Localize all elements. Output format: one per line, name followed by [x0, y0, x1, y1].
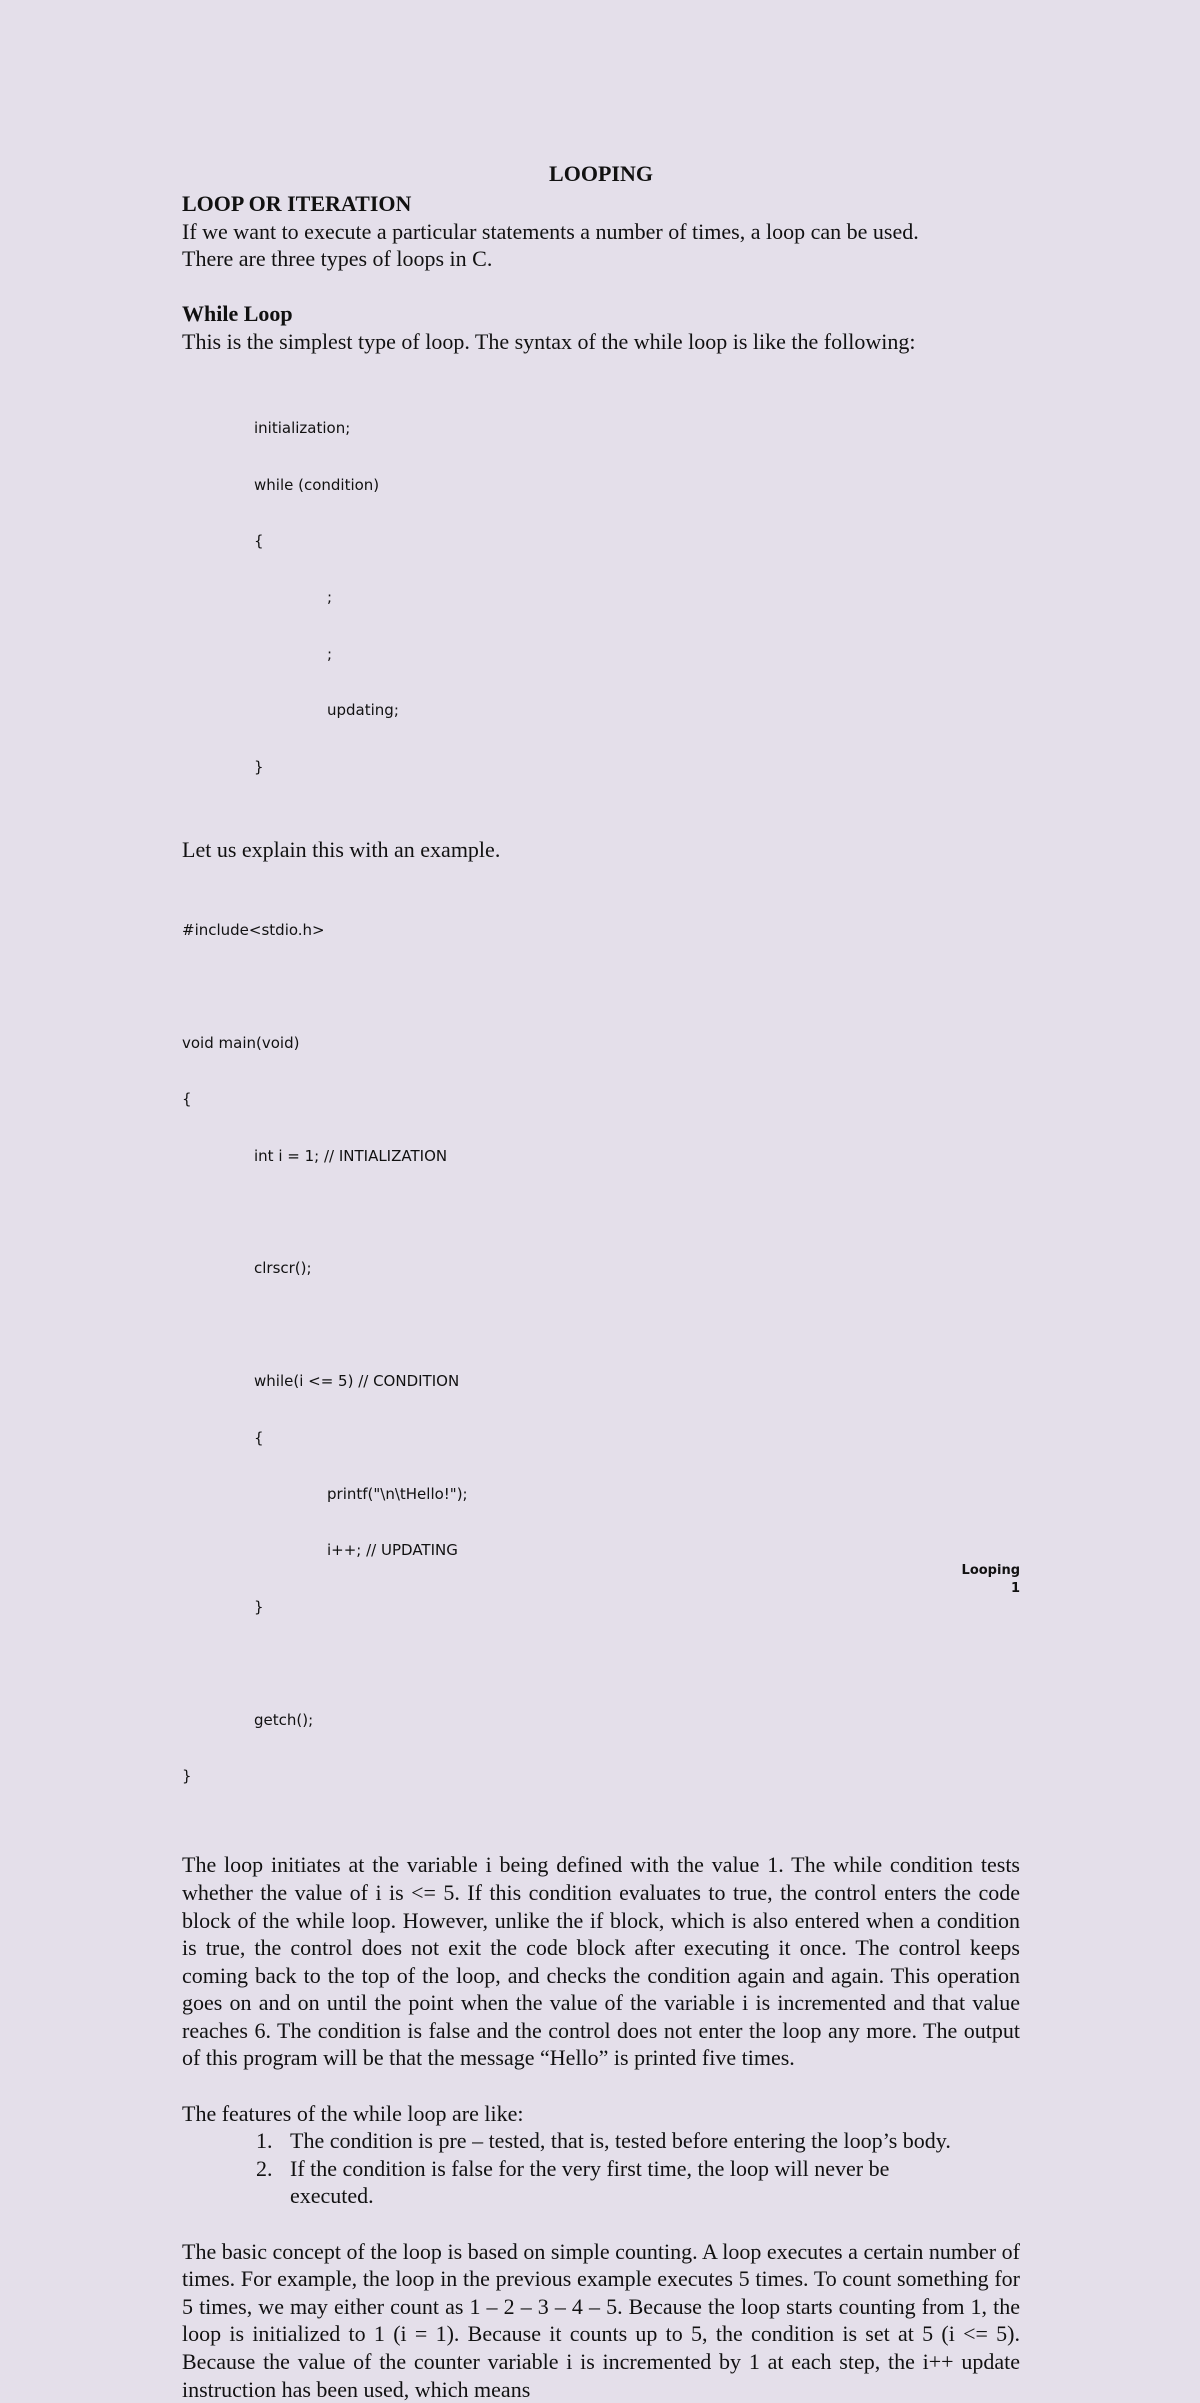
- explanation-paragraph: The loop initiates at the variable i being defined with the value 1. The while condition tests whether the value of i is <= 5. If this condition evaluates to true, the control enters the code block of the while loop. However, unlike the if block, which is also entered when a condition is true, the control does not exit the code block after executing it once. The control keeps coming back to the top of the loop, and checks the condition again and again. This operation goes on and on until the point when the value of the variable i is incremented and that value reaches 6. The condition is false and the control does not enter the loop any more. The output of this program will be that the message “Hello” is printed five times.: [182, 1852, 1020, 2071]
- code-line: [182, 1203, 1020, 1222]
- code-line: [182, 1654, 1020, 1673]
- code-line: i++; // UPDATING: [327, 1541, 458, 1560]
- code-line: {: [182, 1090, 192, 1109]
- code-line: printf("\n\tHello!");: [327, 1484, 468, 1503]
- features-list: [182, 2127, 1020, 2210]
- code-line: {: [254, 1428, 264, 1447]
- features-intro: The features of the while loop are like:: [182, 2100, 524, 2126]
- code-line: {: [254, 531, 264, 550]
- intro-line-2: There are three types of loops in C.: [182, 246, 493, 272]
- code-line: int i = 1; // INTIALIZATION: [254, 1146, 448, 1165]
- page-title: LOOPING: [549, 161, 653, 186]
- code-line: }: [254, 757, 264, 776]
- code-line: [182, 977, 1020, 996]
- code-line: initialization;: [254, 419, 351, 438]
- code-line: ;: [327, 644, 333, 663]
- page-footer: [962, 1562, 1020, 1598]
- concept-paragraph: The basic concept of the loop is based on simple counting. A loop executes a certain number of times. For example, the loop in the previous example executes 5 times. To count something for 5 times, we may either count as 1 – 2 – 3 – 4 – 5. Because the loop starts counting from 1, the loop is initialized to 1 (i = 1). Because it counts up to 5, the condition is set at 5 (i <= 5). Because the value of the counter variable i is incremented by 1 at each step, the i++ update instruction has been used, which means: [182, 2238, 1020, 2402]
- list-item: [256, 2127, 970, 2155]
- code-line: while(i <= 5) // CONDITION: [254, 1372, 460, 1391]
- list-number: 2.: [256, 2155, 273, 2181]
- while-loop-intro: This is the simplest type of loop. The syntax of the while loop is like the following:: [182, 328, 916, 354]
- code-line: }: [254, 1597, 264, 1616]
- code-line: ;: [327, 588, 333, 607]
- footer-label: Looping: [961, 1563, 1020, 1578]
- intro-line-1: If we want to execute a particular statements a number of times, a loop can be used.: [182, 218, 919, 244]
- example-intro: Let us explain this with an example.: [182, 836, 501, 862]
- syntax-code-block: [182, 382, 1020, 814]
- list-text: The condition is pre – tested, that is, tested before entering the loop’s body.: [290, 2128, 951, 2154]
- document-page: [182, 160, 1020, 2403]
- section-heading: LOOP OR ITERATION: [182, 191, 412, 216]
- code-line: [182, 1316, 1020, 1335]
- code-line: void main(void): [182, 1033, 300, 1052]
- code-line: getch();: [254, 1710, 314, 1729]
- list-number: 1.: [256, 2128, 273, 2154]
- code-line: #include<stdio.h>: [182, 921, 325, 940]
- code-line: updating;: [327, 701, 399, 720]
- code-line: while (condition): [254, 475, 380, 494]
- while-loop-heading: While Loop: [182, 301, 293, 327]
- list-item: [256, 2155, 970, 2210]
- example-code-block: [182, 883, 1020, 1823]
- page-number: 1: [1010, 1581, 1020, 1596]
- list-text: If the condition is false for the very first time, the loop will never be executed.: [290, 2155, 890, 2209]
- code-line: clrscr();: [254, 1259, 312, 1278]
- code-line: }: [182, 1766, 192, 1785]
